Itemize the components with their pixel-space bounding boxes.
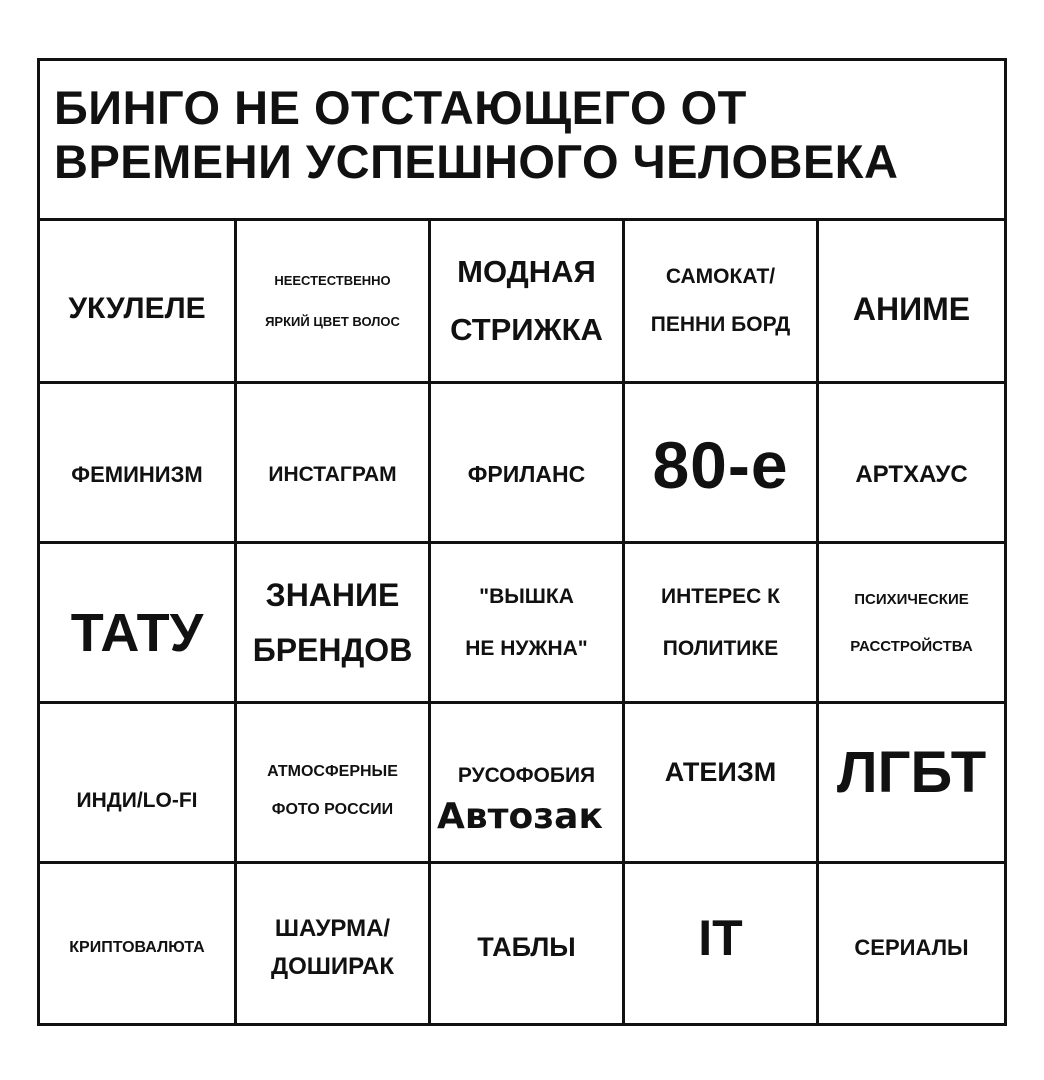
bingo-cell-r3-c1 [40,544,234,701]
grid-horizontal-divider [40,861,1004,864]
bingo-cell-r2-c4 [625,384,816,541]
bingo-cell-r4-c4 [625,704,816,861]
grid-vertical-divider [428,221,431,1023]
bingo-cell-text: АТМОСФЕРНЫЕ [267,762,398,780]
bingo-cell-text: ШАУРМА/ [274,914,391,942]
bingo-cell-r2-c5 [819,384,1004,541]
bingo-cell-r2-c2 [237,384,428,541]
bingo-cell-text: САМОКАТ/ [665,265,776,288]
grid-vertical-divider [234,221,237,1023]
bingo-cell-r2-c1 [40,384,234,541]
bingo-cell-r1-c1 [40,221,234,381]
grid-horizontal-divider [40,381,1004,384]
title-line-1: БИНГО НЕ ОТСТАЮЩЕГО ОТ [54,81,747,134]
bingo-cell-r4-c1 [40,704,234,861]
bingo-cell-r3-c3 [431,544,622,701]
bingo-cell-text: ЗНАНИЕ [265,576,400,613]
bingo-cell-r4-c2 [237,704,428,861]
bingo-cell-r1-c5 [819,221,1004,381]
bingo-cell-text: АНИМЕ [852,290,971,327]
bingo-cell-r5-c3 [431,864,622,1023]
bingo-cell-text: СТРИЖКА [450,312,603,347]
bingo-cell-text: АРТХАУС [855,460,968,488]
grid-vertical-divider [816,221,819,1023]
bingo-cell-r3-c2 [237,544,428,701]
bingo-cell-text: IT [698,909,743,966]
bingo-cell-text: ЛГБТ [836,740,987,805]
bingo-grid [40,221,1004,1023]
grid-horizontal-divider [40,701,1004,704]
grid-horizontal-divider [40,541,1004,544]
bingo-cell-text: ТАБЛЫ [477,932,576,962]
bingo-cell-r4-c3 [431,704,622,861]
bingo-cell-text: 80-е [652,427,789,502]
bingo-cell-r2-c3 [431,384,622,541]
grid-vertical-divider [622,221,625,1023]
bingo-cell-text: ИНТЕРЕС К [661,584,780,608]
bingo-title [40,61,1004,221]
bingo-cell-text: ПОЛИТИКЕ [662,636,779,660]
bingo-cell-text: УКУЛЕЛЕ [68,292,206,325]
bingo-cell-text: АТЕИЗМ [664,757,777,787]
bingo-cell-text: НЕЕСТЕСТВЕННО [274,273,391,288]
bingo-cell-text: ТАТУ [70,602,204,663]
bingo-cell-text: НЕ НУЖНА" [465,636,588,660]
bingo-cell-r4-c5 [819,704,1004,861]
bingo-cell-text: КРИПТОВАЛЮТА [69,938,205,956]
bingo-cell-r1-c2 [237,221,428,381]
bingo-cell-text: ЯРКИЙ ЦВЕТ ВОЛОС [265,314,400,329]
bingo-cell-r5-c5 [819,864,1004,1023]
bingo-cell-text: ФОТО РОССИИ [271,800,394,818]
title-line-2: ВРЕМЕНИ УСПЕШНОГО ЧЕЛОВЕКА [54,135,899,188]
bingo-cell-text: ИНДИ/LO-FI [76,788,198,812]
bingo-cell-r3-c5 [819,544,1004,701]
bingo-cell-text: МОДНАЯ [457,254,596,289]
bingo-cell-r3-c4 [625,544,816,701]
bingo-board [37,58,1007,1026]
bingo-cell-text: "ВЫШКА [479,584,574,608]
bingo-cell-text: ФЕМИНИЗМ [71,461,203,487]
overlay-caption: Автозак [437,796,603,837]
bingo-cell-text: РУСОФОБИЯ [457,763,596,787]
bingo-cell-text: БРЕНДОВ [252,631,413,668]
bingo-cell-r5-c2 [237,864,428,1023]
bingo-cell-text: РАССТРОЙСТВА [850,637,973,655]
bingo-cell-r1-c4 [625,221,816,381]
bingo-cell-text: ИНСТАГРАМ [268,462,397,486]
bingo-cell-text: ФРИЛАНС [467,461,586,487]
bingo-cell-text: ПЕННИ БОРД [650,313,791,336]
bingo-cell-r1-c3 [431,221,622,381]
bingo-cell-r5-c1 [40,864,234,1023]
bingo-cell-text: СЕРИАЛЫ [854,934,969,960]
bingo-cell-r5-c4 [625,864,816,1023]
bingo-cell-text: ПСИХИЧЕСКИЕ [854,590,969,608]
bingo-cell-text: ДОШИРАК [270,952,394,980]
